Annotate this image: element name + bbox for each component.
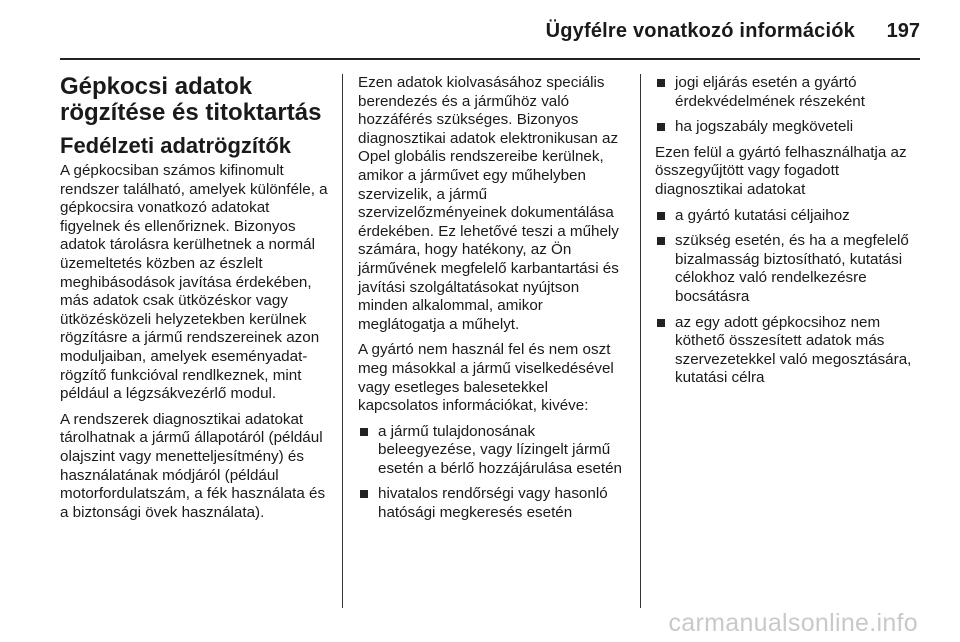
column-divider-1	[342, 74, 343, 608]
page-number: 197	[886, 20, 920, 42]
bullet-list	[655, 74, 923, 137]
paragraph: A gépkocsiban számos kifinomult rendszer található, amelyek különféle, a gépkocsira vonatkozó adatokat figyelnek és ellenőriznek. Bizonyos adatok tárolásra kerülhetnek a normál üzemeltetés közben az észlelt meghibásodások javítása érdekében, más adatok csak ütközéskor vagy ütközésközeli helyzetekben kerülnek rögzításre a jármű rendszereinek azon moduljaiban, amelyek eseményadat-rögzítő funkcióval rendlkeznek, mint például a légzsákvezérlő modul.	[60, 162, 328, 403]
list-item	[358, 423, 628, 479]
page-header	[0, 0, 960, 60]
square-bullet-icon	[657, 237, 665, 245]
list-item-text: szükség esetén, és ha a megfelelő bizalmasság biztosítható, kutatási célokhoz való rendelkezésre bocsátásra	[675, 232, 909, 305]
header-divider	[60, 58, 920, 60]
paragraph: A rendszerek diagnosztikai adatokat tárolhatnak a jármű állapotáról (például olajszint vagy menetteljesítmény) és használatának módjáról (például motorfordulatszám, a fék használata és a biztonsági övek használata).	[60, 410, 326, 521]
list-item	[655, 314, 923, 388]
list-item-text: hivatalos rendőrségi vagy hasonló hatósági megkeresés esetén	[378, 485, 608, 522]
list-item	[655, 74, 923, 111]
section-title: Ügyfélre vonatkozó információk	[545, 20, 855, 42]
paragraph: A gyártó nem használ fel és nem oszt meg másokkal a jármű viselkedésével vagy esetleges balesetekkel kapcsolatos információkat, kivéve:	[358, 341, 614, 415]
list-item-text: jogi eljárás esetén a gyártó érdekvédelmének részeként	[675, 74, 865, 110]
list-item-text: az egy adott gépkocsihoz nem köthető összesített adatok más szervezetekkel való megosztására, kutatási célra	[675, 313, 912, 387]
column-1	[60, 74, 332, 529]
bullet-list	[655, 207, 923, 388]
column-2	[358, 74, 628, 530]
paragraph: Ezen adatok kiolvasásához speciális berendezés és a járműhöz való hozzáférés szükséges. Bizonyos diagnosztikai adatok elektronikusan az Opel globális rendszereibe kerülnek, amikor a járművet egy műhelyben szervizelik, a jármű szervizelőzményeinek dokumentálása érdekében. Ez lehetővé teszi a műhely számára, hogy hatékony, az Ön járművének megfelelő karbantartási és javítási szolgáltatásokat nyújtson minden alkalommal, amikor meglátogatja a műhelyt.	[358, 74, 619, 333]
list-item-text: a jármű tulajdonosának beleegyezése, vagy lízingelt jármű esetén a bérlő hozzájárulása esetén	[378, 422, 623, 477]
list-item	[655, 232, 923, 306]
watermark: carmanualsonline.info	[668, 609, 918, 637]
list-item	[358, 485, 628, 522]
list-item	[655, 118, 923, 137]
bullet-list	[358, 423, 628, 523]
list-item	[655, 207, 923, 226]
square-bullet-icon	[657, 79, 665, 87]
column-divider-2	[640, 74, 641, 608]
list-item-text: ha jogszabály megköveteli	[675, 118, 854, 136]
square-bullet-icon	[657, 319, 665, 327]
square-bullet-icon	[360, 428, 368, 436]
list-item-text: a gyártó kutatási céljaihoz	[675, 206, 850, 224]
square-bullet-icon	[657, 123, 665, 131]
sub-heading: Fedélzeti adatrögzítők	[60, 133, 292, 158]
square-bullet-icon	[657, 212, 665, 220]
paragraph: Ezen felül a gyártó felhasználhatja az összegyűjtött vagy fogadott diagnosztikai adatokat	[655, 143, 907, 198]
square-bullet-icon	[360, 490, 368, 498]
column-3	[655, 74, 923, 395]
main-heading: Gépkocsi adatok rögzítése és titoktartás	[60, 73, 322, 126]
